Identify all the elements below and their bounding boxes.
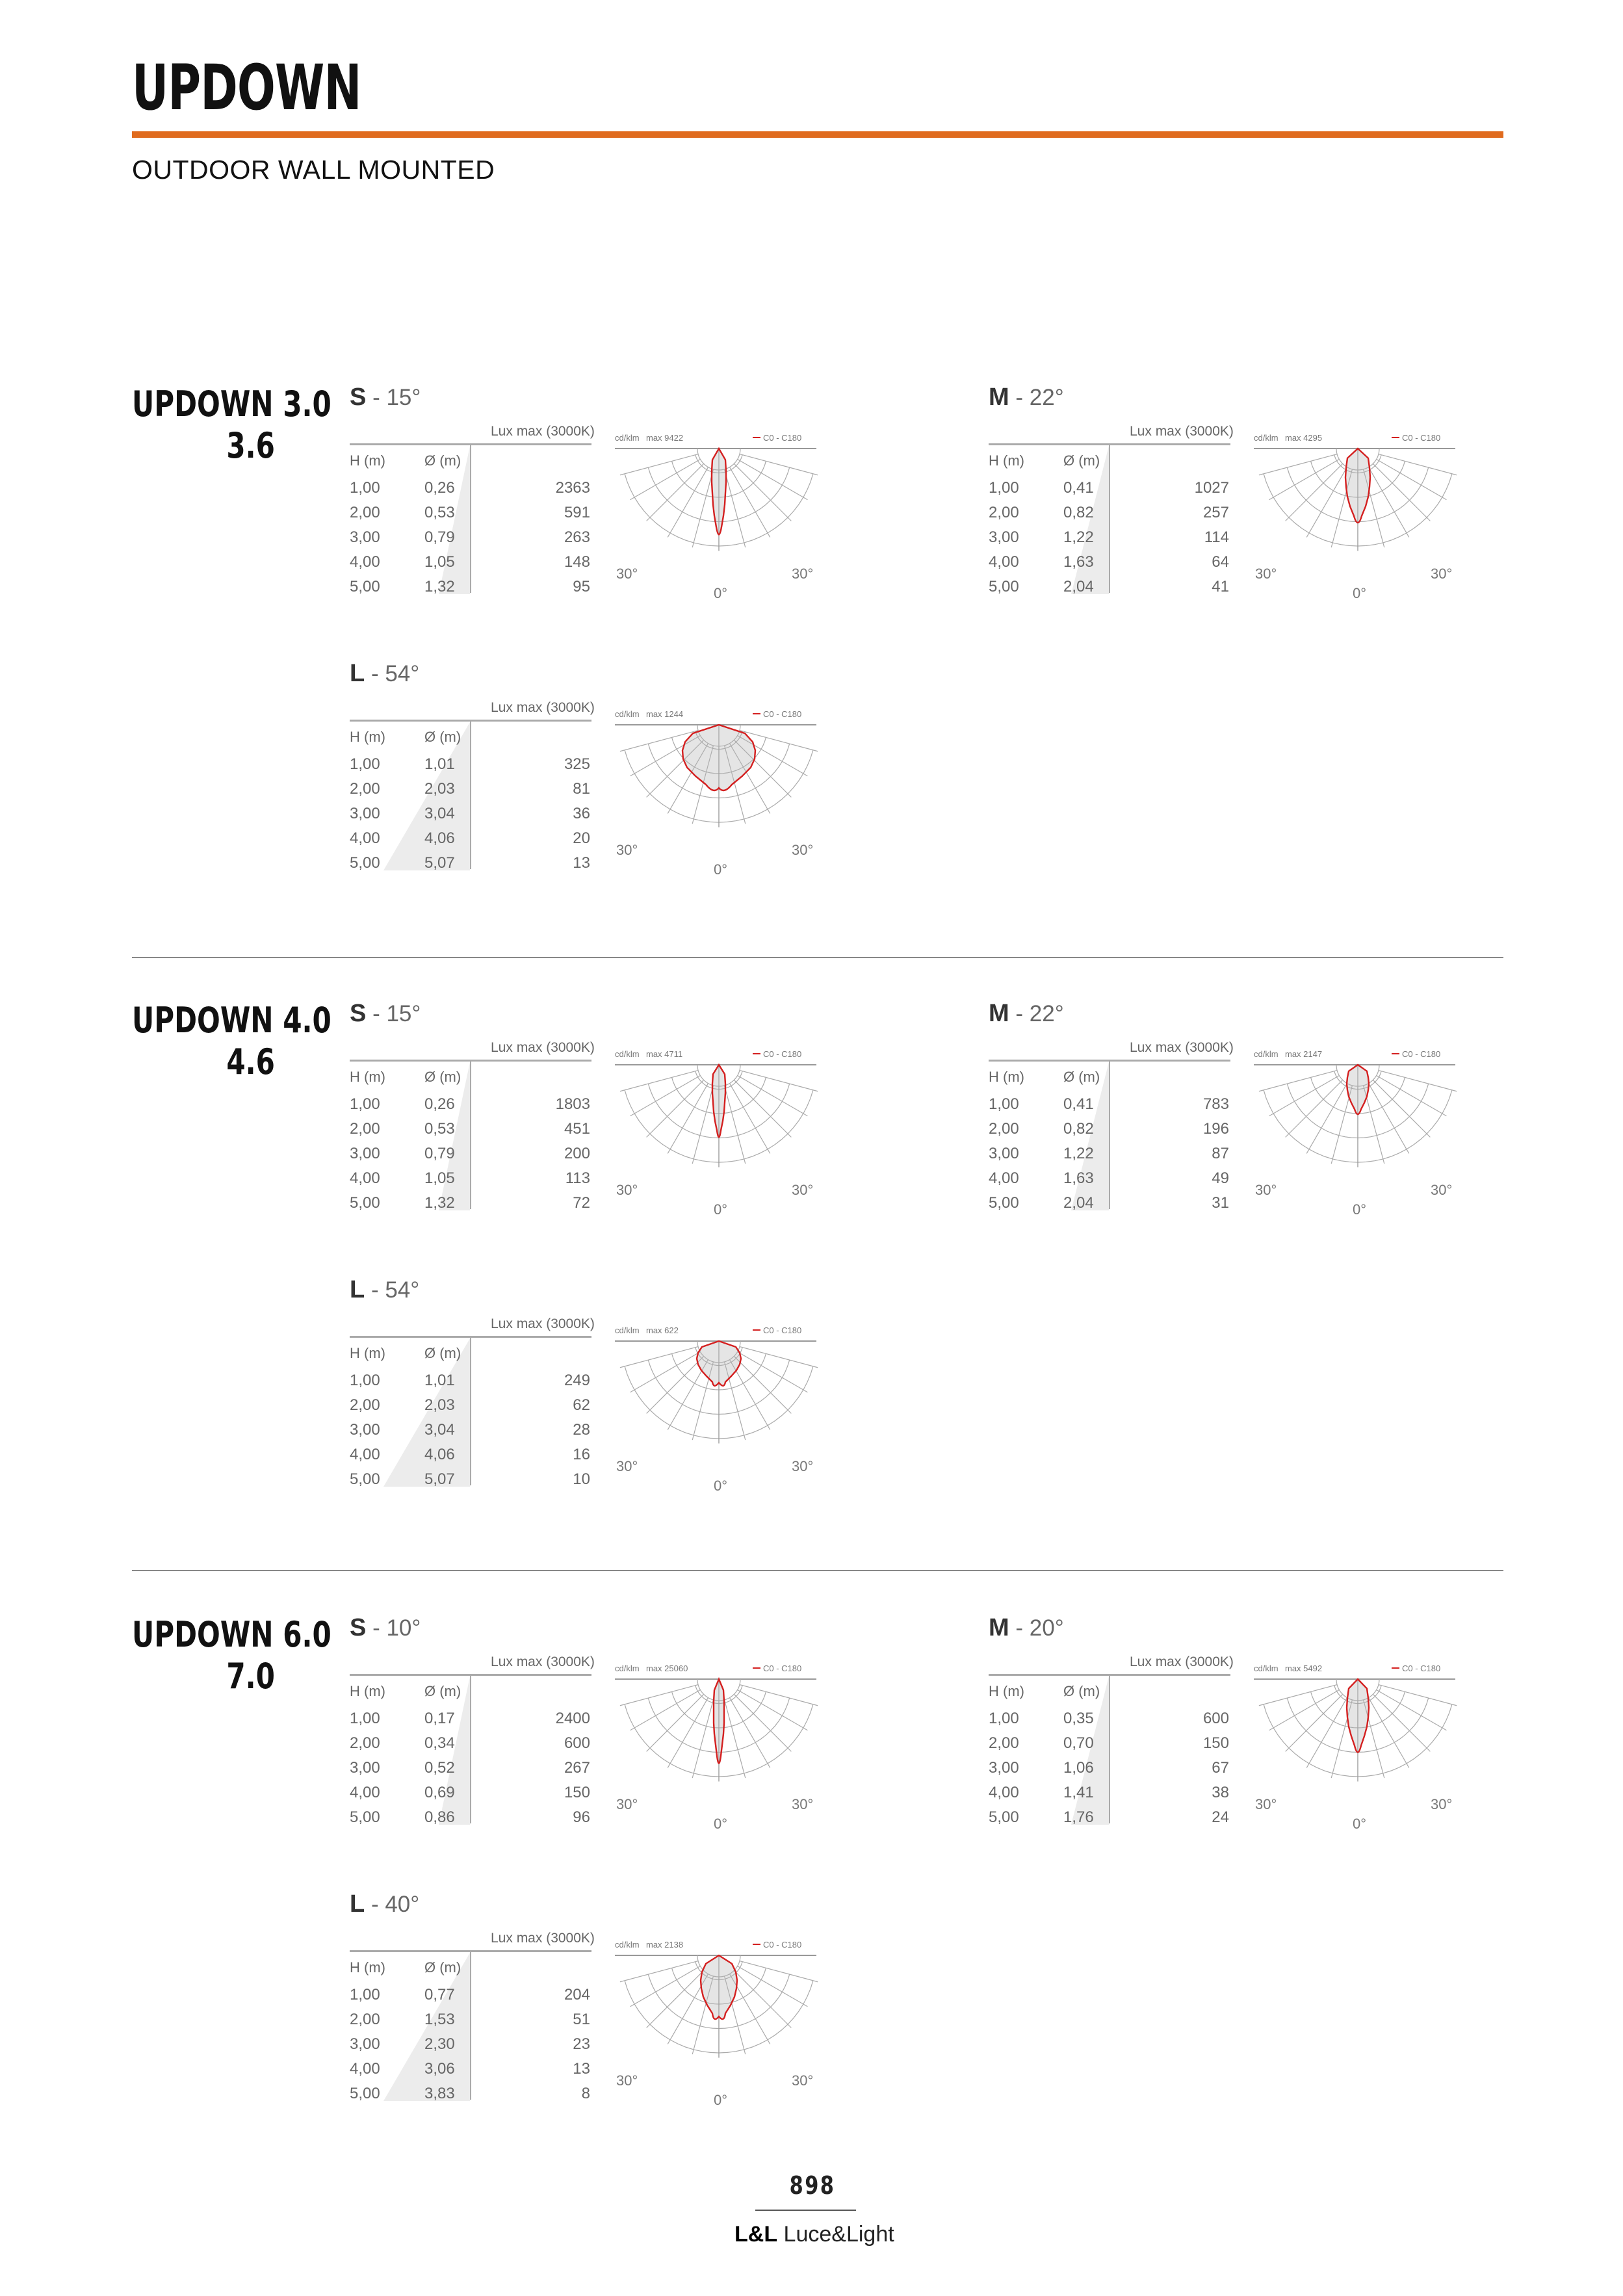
cell-height: 3,00 [989,1145,1019,1162]
cell-height: 4,00 [350,2060,380,2078]
angle-label-zero: 0° [714,1816,728,1829]
polar-diagram [615,429,823,598]
model-name [132,1614,331,1697]
photometric-block [989,1000,1470,1221]
cell-height: 2,00 [350,1120,380,1138]
brand-name: Luce&Light [783,2222,894,2247]
cell-lux: 96 [573,1808,590,1826]
cell-diameter: 2,30 [424,2035,455,2053]
angle-label-right: 30° [1431,566,1453,582]
col-header-diameter: Ø (m) [424,1959,461,1976]
photometric-curve [682,725,755,790]
cell-diameter: 1,53 [424,2011,455,2028]
cell-lux: 28 [573,1421,590,1439]
photometric-block [350,1276,831,1497]
cell-lux: 81 [573,780,590,798]
cell-lux: 38 [1212,1784,1229,1801]
cell-diameter: 0,82 [1063,1120,1094,1138]
cell-lux: 1803 [555,1095,590,1113]
col-header-diameter: Ø (m) [1063,452,1100,469]
beam-angle: - 22° [1009,385,1064,410]
lux-max-label: Lux max (3000K) [491,1040,595,1055]
beam-title [350,1276,419,1304]
cell-height: 2,00 [350,1396,380,1414]
cell-lux: 67 [1212,1759,1229,1777]
model-line2: 4.6 [226,1041,275,1082]
cell-diameter: 1,01 [424,1372,455,1389]
section-divider [132,1570,1503,1571]
angle-label-left: 30° [616,1458,638,1474]
cell-diameter: 3,04 [424,1421,455,1439]
beam-angle: - 15° [366,385,421,410]
beam-title [350,660,419,688]
polar-diagram [615,1660,823,1829]
model-line2: 3.6 [226,425,275,466]
cell-diameter: 3,06 [424,2060,455,2078]
brand-logo [734,2222,894,2247]
cdklm-label: cd/klm [1254,1663,1279,1673]
beam-letter: S [350,384,367,411]
photometric-block [350,1890,831,2111]
beam-angle: - 54° [365,661,420,686]
cell-lux: 150 [1202,1734,1229,1752]
cell-diameter: 3,83 [424,2085,455,2102]
angle-label-left: 30° [616,2072,638,2089]
beam-angle: - 22° [1009,1001,1064,1026]
cell-diameter: 4,06 [424,1446,455,1463]
col-header-height: H (m) [350,1683,385,1699]
cell-lux: 87 [1212,1145,1229,1162]
max-intensity: max 622 [646,1325,679,1335]
angle-label-right: 30° [792,842,814,858]
beam-angle: - 10° [366,1615,421,1641]
curve-label: C0 - C180 [1402,1049,1441,1059]
cell-height: 4,00 [989,1169,1019,1187]
cell-height: 3,00 [350,528,380,546]
max-intensity: max 4711 [646,1049,683,1059]
cell-diameter: 1,63 [1063,553,1094,571]
cdklm-label: cd/klm [615,1325,640,1335]
photometric-curve [697,1341,741,1386]
cell-height: 4,00 [350,1169,380,1187]
angle-label-right: 30° [792,1458,814,1474]
cell-diameter: 0,53 [424,1120,455,1138]
cell-height: 2,00 [350,2011,380,2028]
cell-diameter: 2,04 [1063,578,1094,595]
beam-letter: L [350,1890,365,1918]
max-intensity: max 25060 [646,1663,688,1673]
cell-diameter: 0,41 [1063,1095,1094,1113]
cell-lux: 600 [1202,1710,1229,1727]
photometric-curve [712,1065,725,1137]
cell-diameter: 0,53 [424,504,455,521]
beam-angle: - 20° [1009,1615,1064,1641]
cell-height: 3,00 [350,1759,380,1777]
lux-max-label: Lux max (3000K) [491,1931,595,1946]
beam-angle: - 40° [365,1892,420,1917]
angle-label-zero: 0° [1353,1201,1367,1214]
angle-label-right: 30° [792,2072,814,2089]
curve-label: C0 - C180 [1402,433,1441,443]
col-header-height: H (m) [989,452,1024,469]
lux-max-label: Lux max (3000K) [491,700,595,715]
cell-lux: 31 [1212,1194,1229,1212]
cell-diameter: 1,05 [424,553,455,571]
cell-height: 1,00 [350,479,380,497]
cell-diameter: 2,03 [424,1396,455,1414]
cell-height: 1,00 [350,1986,380,2003]
cell-diameter: 1,32 [424,578,455,595]
cell-diameter: 0,35 [1063,1710,1094,1727]
cell-height: 4,00 [350,829,380,847]
col-header-diameter: Ø (m) [424,1345,461,1361]
page-subtitle: OUTDOOR WALL MOUNTED [132,155,495,185]
angle-label-zero: 0° [1353,585,1367,598]
cell-diameter: 0,26 [424,479,455,497]
col-header-height: H (m) [350,1069,385,1085]
cell-lux: 23 [573,2035,590,2053]
cell-lux: 591 [564,504,590,521]
beam-title [350,1614,421,1642]
photometric-curve [1347,1065,1369,1114]
col-header-diameter: Ø (m) [1063,1683,1100,1699]
cell-diameter: 2,03 [424,780,455,798]
cell-height: 4,00 [350,1446,380,1463]
cell-diameter: 5,07 [424,854,455,872]
polar-diagram [615,705,823,874]
cell-diameter: 0,79 [424,1145,455,1162]
cell-lux: 10 [573,1470,590,1488]
cell-height: 5,00 [989,578,1019,595]
photometric-curve [1345,449,1370,523]
cell-lux: 51 [573,2011,590,2028]
polar-diagram [615,1322,823,1491]
lux-max-label: Lux max (3000K) [491,424,595,439]
polar-diagram [1254,1045,1462,1214]
beam-title [350,1890,419,1918]
cell-diameter: 0,41 [1063,479,1094,497]
cell-lux: 36 [573,805,590,822]
beam-letter: L [350,660,365,687]
cell-diameter: 1,63 [1063,1169,1094,1187]
cell-diameter: 1,06 [1063,1759,1094,1777]
cell-diameter: 0,26 [424,1095,455,1113]
angle-label-left: 30° [1255,566,1277,582]
cell-lux: 451 [564,1120,590,1138]
max-intensity: max 1244 [646,709,684,719]
cell-diameter: 1,41 [1063,1784,1094,1801]
angle-label-zero: 0° [714,1201,728,1214]
curve-label: C0 - C180 [763,1325,802,1335]
polar-diagram [615,1936,823,2105]
beam-letter: M [989,384,1009,411]
angle-label-left: 30° [1255,1182,1277,1198]
curve-label: C0 - C180 [763,433,802,443]
cell-diameter: 0,86 [424,1808,455,1826]
cell-lux: 200 [564,1145,590,1162]
cell-lux: 13 [573,854,590,872]
beam-title [989,1000,1064,1028]
curve-label: C0 - C180 [763,1663,802,1673]
cell-height: 2,00 [350,504,380,521]
col-header-diameter: Ø (m) [424,729,461,745]
cell-lux: 325 [564,755,590,773]
photometric-block [350,1000,831,1221]
beam-title [989,1614,1064,1642]
photometric-block [989,384,1470,605]
cell-diameter: 1,01 [424,755,455,773]
model-line2: 7.0 [226,1656,275,1697]
cell-height: 4,00 [350,553,380,571]
cell-lux: 8 [581,2085,590,2102]
max-intensity: max 5492 [1285,1663,1323,1673]
cell-height: 2,00 [989,1120,1019,1138]
polar-diagram [1254,429,1462,598]
angle-label-left: 30° [616,1182,638,1198]
cell-lux: 2363 [555,479,590,497]
cell-diameter: 0,77 [424,1986,455,2003]
cell-lux: 113 [565,1169,590,1187]
cell-lux: 114 [1204,528,1229,546]
max-intensity: max 2138 [646,1940,684,1950]
photometric-curve [701,1955,737,2019]
col-header-height: H (m) [989,1069,1024,1085]
cell-lux: 72 [573,1194,590,1212]
page-number: 898 [789,2171,836,2200]
cell-diameter: 4,06 [424,829,455,847]
angle-label-right: 30° [1431,1182,1453,1198]
col-header-diameter: Ø (m) [424,1069,461,1085]
cell-lux: 24 [1212,1808,1229,1826]
cell-lux: 20 [573,829,590,847]
cell-height: 1,00 [989,479,1019,497]
cell-height: 5,00 [989,1194,1019,1212]
photometric-block [989,1614,1470,1835]
cell-lux: 204 [564,1986,590,2003]
cell-diameter: 0,34 [424,1734,455,1752]
curve-label: C0 - C180 [763,1049,802,1059]
cell-height: 2,00 [989,1734,1019,1752]
cell-lux: 783 [1202,1095,1229,1113]
cell-height: 1,00 [350,1372,380,1389]
cell-diameter: 0,70 [1063,1734,1094,1752]
cell-height: 5,00 [350,854,380,872]
cell-diameter: 1,32 [424,1194,455,1212]
cell-lux: 64 [1212,553,1229,571]
cell-diameter: 0,82 [1063,504,1094,521]
cell-diameter: 0,79 [424,528,455,546]
cell-height: 5,00 [350,2085,380,2102]
cell-diameter: 5,07 [424,1470,455,1488]
cell-diameter: 1,22 [1063,1145,1094,1162]
beam-letter: M [989,1000,1009,1027]
cdklm-label: cd/klm [615,1663,640,1673]
col-header-height: H (m) [350,729,385,745]
photometric-block [350,660,831,881]
model-name [132,1000,331,1083]
cdklm-label: cd/klm [615,1940,640,1950]
photometric-curve [714,1679,724,1764]
cell-height: 2,00 [350,780,380,798]
cell-lux: 41 [1212,578,1229,595]
angle-label-left: 30° [616,566,638,582]
page-title: UPDOWN [132,51,361,124]
cell-diameter: 0,52 [424,1759,455,1777]
cell-height: 1,00 [350,1095,380,1113]
cell-height: 3,00 [350,1421,380,1439]
cell-lux: 1027 [1194,479,1229,497]
cdklm-label: cd/klm [615,1049,640,1059]
curve-label: C0 - C180 [763,1940,802,1950]
cell-height: 1,00 [350,755,380,773]
angle-label-zero: 0° [714,1478,728,1491]
photometric-curve [1347,1679,1369,1753]
cell-lux: 13 [573,2060,590,2078]
cell-lux: 148 [564,553,590,571]
max-intensity: max 2147 [1285,1049,1323,1059]
angle-label-zero: 0° [714,861,728,874]
model-line1: UPDOWN 3.0 [132,384,331,424]
cell-height: 3,00 [350,1145,380,1162]
cell-lux: 16 [573,1446,590,1463]
cell-lux: 263 [564,528,590,546]
beam-title [350,1000,421,1028]
cell-height: 3,00 [989,528,1019,546]
cell-height: 5,00 [350,578,380,595]
beam-angle: - 15° [366,1001,421,1026]
polar-diagram [1254,1660,1462,1829]
beam-letter: S [350,1000,367,1027]
model-name [132,384,331,467]
cell-lux: 2400 [555,1710,590,1727]
cell-diameter: 1,22 [1063,528,1094,546]
beam-title [350,384,421,411]
section-divider [132,957,1503,958]
cell-lux: 196 [1202,1120,1229,1138]
angle-label-left: 30° [1255,1796,1277,1812]
cell-diameter: 2,04 [1063,1194,1094,1212]
lux-max-label: Lux max (3000K) [1130,1654,1234,1669]
cell-height: 5,00 [350,1808,380,1826]
beam-letter: S [350,1614,367,1641]
cdklm-label: cd/klm [1254,433,1279,443]
cell-lux: 249 [564,1372,590,1389]
cell-lux: 95 [573,578,590,595]
model-line1: UPDOWN 6.0 [132,1614,331,1655]
beam-letter: M [989,1614,1009,1641]
col-header-height: H (m) [989,1683,1024,1699]
beam-angle: - 54° [365,1277,420,1303]
cell-lux: 257 [1202,504,1229,521]
cell-height: 1,00 [989,1095,1019,1113]
cell-height: 1,00 [989,1710,1019,1727]
cell-diameter: 0,69 [424,1784,455,1801]
angle-label-left: 30° [616,842,638,858]
angle-label-right: 30° [792,1182,814,1198]
cell-diameter: 1,05 [424,1169,455,1187]
cell-height: 2,00 [989,504,1019,521]
cell-height: 4,00 [989,553,1019,571]
cell-diameter: 3,04 [424,805,455,822]
photometric-block [350,384,831,605]
max-intensity: max 4295 [1285,433,1323,443]
cell-height: 2,00 [350,1734,380,1752]
lux-max-label: Lux max (3000K) [491,1316,595,1331]
model-line1: UPDOWN 4.0 [132,1000,331,1041]
cell-lux: 49 [1212,1169,1229,1187]
footer-rule [755,2210,856,2211]
cell-height: 4,00 [989,1784,1019,1801]
cdklm-label: cd/klm [615,433,640,443]
col-header-height: H (m) [350,452,385,469]
lux-max-label: Lux max (3000K) [491,1654,595,1669]
angle-label-zero: 0° [1353,1816,1367,1829]
cell-lux: 62 [573,1396,590,1414]
col-header-height: H (m) [350,1959,385,1976]
cell-height: 5,00 [350,1470,380,1488]
cdklm-label: cd/klm [615,709,640,719]
polar-diagram [615,1045,823,1214]
cell-height: 4,00 [350,1784,380,1801]
cell-height: 3,00 [989,1759,1019,1777]
cell-lux: 150 [564,1784,590,1801]
angle-label-right: 30° [792,566,814,582]
cell-lux: 600 [564,1734,590,1752]
cell-height: 5,00 [989,1808,1019,1826]
cell-height: 3,00 [350,805,380,822]
max-intensity: max 9422 [646,433,684,443]
angle-label-right: 30° [1431,1796,1453,1812]
lux-max-label: Lux max (3000K) [1130,424,1234,439]
cell-height: 3,00 [350,2035,380,2053]
cell-height: 5,00 [350,1194,380,1212]
beam-letter: L [350,1276,365,1303]
curve-label: C0 - C180 [763,709,802,719]
col-header-diameter: Ø (m) [424,452,461,469]
angle-label-zero: 0° [714,585,728,598]
brand-bold: L&L [734,2222,778,2247]
angle-label-left: 30° [616,1796,638,1812]
curve-label: C0 - C180 [1402,1663,1441,1673]
beam-title [989,384,1064,411]
angle-label-zero: 0° [714,2092,728,2105]
cdklm-label: cd/klm [1254,1049,1279,1059]
cell-height: 1,00 [350,1710,380,1727]
col-header-diameter: Ø (m) [424,1683,461,1699]
photometric-block [350,1614,831,1835]
col-header-height: H (m) [350,1345,385,1361]
col-header-diameter: Ø (m) [1063,1069,1100,1085]
lux-max-label: Lux max (3000K) [1130,1040,1234,1055]
title-rule [132,131,1503,138]
cell-lux: 267 [564,1759,590,1777]
cell-diameter: 0,17 [424,1710,455,1727]
angle-label-right: 30° [792,1796,814,1812]
cell-diameter: 1,76 [1063,1808,1094,1826]
